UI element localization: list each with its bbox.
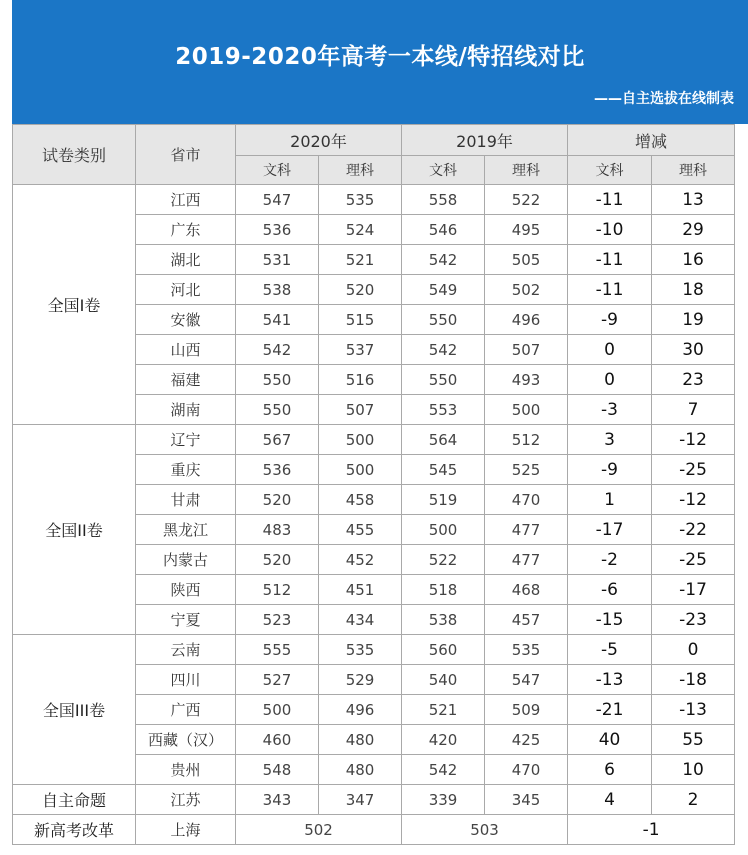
cell-2020-wen: 567 xyxy=(236,425,319,455)
cell-2020-li: 434 xyxy=(319,605,402,635)
province-cell: 云南 xyxy=(136,635,236,665)
table-row xyxy=(13,425,735,455)
cell-2020-wen: 555 xyxy=(236,635,319,665)
cell-2020-wen: 547 xyxy=(236,185,319,215)
cell-2019-wen: 500 xyxy=(402,515,485,545)
cell-2019-li: 457 xyxy=(485,605,568,635)
cell-2019-wen: 521 xyxy=(402,695,485,725)
cell-2020-wen: 550 xyxy=(236,365,319,395)
cell-2020-wen: 520 xyxy=(236,485,319,515)
cell-2019-wen: 545 xyxy=(402,455,485,485)
cell-2019-wen: 519 xyxy=(402,485,485,515)
cell-2020-li: 524 xyxy=(319,215,402,245)
province-cell: 贵州 xyxy=(136,755,236,785)
header-row-1 xyxy=(13,125,735,156)
cell-change-li: -12 xyxy=(652,425,735,455)
cell-2020-wen: 531 xyxy=(236,245,319,275)
cell-2020-li: 535 xyxy=(319,635,402,665)
cell-2020-li: 515 xyxy=(319,305,402,335)
cell-2020-wen: 538 xyxy=(236,275,319,305)
cell-change-wen: -17 xyxy=(568,515,652,545)
province-cell: 湖南 xyxy=(136,395,236,425)
cell-2019-li: 477 xyxy=(485,515,568,545)
cell-change-wen: -13 xyxy=(568,665,652,695)
cell-change-wen: -5 xyxy=(568,635,652,665)
cell-change-wen: -11 xyxy=(568,245,652,275)
header-category: 试卷类别 xyxy=(13,125,136,185)
cell-2019-li: 507 xyxy=(485,335,568,365)
cell-change-wen: -11 xyxy=(568,185,652,215)
cell-change-wen: -9 xyxy=(568,455,652,485)
province-cell: 四川 xyxy=(136,665,236,695)
cell-change-li: -13 xyxy=(652,695,735,725)
cell-2019-wen: 549 xyxy=(402,275,485,305)
cell-change-li: 10 xyxy=(652,755,735,785)
cell-2019-wen: 542 xyxy=(402,755,485,785)
cell-2019-li: 477 xyxy=(485,545,568,575)
table-row-reform xyxy=(13,815,735,845)
cell-change-li: 18 xyxy=(652,275,735,305)
cell-2020-li: 452 xyxy=(319,545,402,575)
header-wen: 文科 xyxy=(402,156,485,185)
province-cell: 重庆 xyxy=(136,455,236,485)
cell-change-li: -25 xyxy=(652,545,735,575)
cell-change-wen: 1 xyxy=(568,485,652,515)
cell-change-li: 19 xyxy=(652,305,735,335)
cell-2020-wen: 541 xyxy=(236,305,319,335)
cell-2019-li: 509 xyxy=(485,695,568,725)
cell-2019-wen: 540 xyxy=(402,665,485,695)
province-cell: 广东 xyxy=(136,215,236,245)
table-body xyxy=(13,185,735,845)
cell-2020-wen: 548 xyxy=(236,755,319,785)
header-wen: 文科 xyxy=(236,156,319,185)
cell-2020-wen: 343 xyxy=(236,785,319,815)
cell-2020-li: 521 xyxy=(319,245,402,275)
cell-change-li: 0 xyxy=(652,635,735,665)
cell-change-wen: -11 xyxy=(568,275,652,305)
cell-2020-wen: 460 xyxy=(236,725,319,755)
cell-2019-wen: 339 xyxy=(402,785,485,815)
cell-2019-li: 345 xyxy=(485,785,568,815)
cell-2020-li: 496 xyxy=(319,695,402,725)
cell-2020-merged: 502 xyxy=(236,815,402,845)
cell-2020-wen: 500 xyxy=(236,695,319,725)
cell-2019-li: 425 xyxy=(485,725,568,755)
cell-change-li: -23 xyxy=(652,605,735,635)
cell-2019-wen: 550 xyxy=(402,305,485,335)
cell-2020-wen: 550 xyxy=(236,395,319,425)
cell-2020-li: 516 xyxy=(319,365,402,395)
cell-change-li: 7 xyxy=(652,395,735,425)
province-cell: 安徽 xyxy=(136,305,236,335)
cell-change-li: 29 xyxy=(652,215,735,245)
category-cell: 全国I卷 xyxy=(13,185,136,425)
category-cell: 全国III卷 xyxy=(13,635,136,785)
cell-change-wen: 40 xyxy=(568,725,652,755)
cell-change-wen: -15 xyxy=(568,605,652,635)
cell-change-wen: 3 xyxy=(568,425,652,455)
cell-2020-li: 529 xyxy=(319,665,402,695)
province-cell: 甘肃 xyxy=(136,485,236,515)
cell-2019-merged: 503 xyxy=(402,815,568,845)
cell-2020-li: 520 xyxy=(319,275,402,305)
cell-2019-li: 535 xyxy=(485,635,568,665)
category-cell: 自主命题 xyxy=(13,785,136,815)
cell-2020-wen: 483 xyxy=(236,515,319,545)
cell-2020-li: 500 xyxy=(319,455,402,485)
cell-2020-li: 455 xyxy=(319,515,402,545)
cell-change-wen: -9 xyxy=(568,305,652,335)
cell-change-wen: -2 xyxy=(568,545,652,575)
cell-2019-li: 547 xyxy=(485,665,568,695)
cell-change-wen: 0 xyxy=(568,365,652,395)
cell-change-wen: 6 xyxy=(568,755,652,785)
header-li: 理科 xyxy=(319,156,402,185)
cell-change-li: -17 xyxy=(652,575,735,605)
province-cell: 广西 xyxy=(136,695,236,725)
cell-change-li: -25 xyxy=(652,455,735,485)
cell-change-merged: -1 xyxy=(568,815,735,845)
header-2019: 2019年 xyxy=(402,125,568,156)
province-cell: 福建 xyxy=(136,365,236,395)
cell-change-li: 30 xyxy=(652,335,735,365)
cell-2019-wen: 550 xyxy=(402,365,485,395)
cell-2019-wen: 542 xyxy=(402,245,485,275)
cell-2020-li: 480 xyxy=(319,725,402,755)
cell-change-wen: 0 xyxy=(568,335,652,365)
header-li: 理科 xyxy=(652,156,735,185)
cell-2019-wen: 518 xyxy=(402,575,485,605)
province-cell: 山西 xyxy=(136,335,236,365)
province-cell: 湖北 xyxy=(136,245,236,275)
cell-2020-li: 480 xyxy=(319,755,402,785)
cell-change-li: 55 xyxy=(652,725,735,755)
cell-change-li: -22 xyxy=(652,515,735,545)
header-2020: 2020年 xyxy=(236,125,402,156)
cell-2020-wen: 536 xyxy=(236,455,319,485)
cell-2019-li: 470 xyxy=(485,485,568,515)
cell-2020-li: 458 xyxy=(319,485,402,515)
score-table xyxy=(12,124,735,845)
cell-2019-wen: 560 xyxy=(402,635,485,665)
cell-change-wen: -3 xyxy=(568,395,652,425)
cell-2019-wen: 542 xyxy=(402,335,485,365)
header-province: 省市 xyxy=(136,125,236,185)
header-change: 增减 xyxy=(568,125,735,156)
cell-2020-wen: 523 xyxy=(236,605,319,635)
cell-2019-wen: 522 xyxy=(402,545,485,575)
cell-change-li: 23 xyxy=(652,365,735,395)
province-cell: 河北 xyxy=(136,275,236,305)
cell-change-li: -12 xyxy=(652,485,735,515)
cell-change-li: -18 xyxy=(652,665,735,695)
province-cell: 宁夏 xyxy=(136,605,236,635)
cell-change-wen: -10 xyxy=(568,215,652,245)
page xyxy=(12,0,748,845)
cell-2020-li: 451 xyxy=(319,575,402,605)
cell-2019-wen: 538 xyxy=(402,605,485,635)
title-banner xyxy=(12,0,748,124)
cell-change-li: 13 xyxy=(652,185,735,215)
province-cell: 陕西 xyxy=(136,575,236,605)
cell-2019-wen: 420 xyxy=(402,725,485,755)
province-cell: 辽宁 xyxy=(136,425,236,455)
cell-change-li: 16 xyxy=(652,245,735,275)
cell-2019-li: 525 xyxy=(485,455,568,485)
header-li: 理科 xyxy=(485,156,568,185)
cell-2019-li: 502 xyxy=(485,275,568,305)
cell-2020-wen: 512 xyxy=(236,575,319,605)
cell-2019-wen: 564 xyxy=(402,425,485,455)
cell-2019-li: 470 xyxy=(485,755,568,785)
cell-change-wen: -21 xyxy=(568,695,652,725)
cell-2019-li: 522 xyxy=(485,185,568,215)
cell-2019-li: 496 xyxy=(485,305,568,335)
cell-2020-li: 535 xyxy=(319,185,402,215)
cell-2020-li: 347 xyxy=(319,785,402,815)
cell-2019-li: 500 xyxy=(485,395,568,425)
category-cell: 全国II卷 xyxy=(13,425,136,635)
cell-2020-wen: 520 xyxy=(236,545,319,575)
cell-2020-wen: 542 xyxy=(236,335,319,365)
cell-change-wen: -6 xyxy=(568,575,652,605)
province-cell: 黑龙江 xyxy=(136,515,236,545)
credit-line: ——自主选拔在线制表 xyxy=(594,91,734,107)
header-wen: 文科 xyxy=(568,156,652,185)
page-title: 2019-2020年高考一本线/特招线对比 xyxy=(175,44,585,70)
province-cell: 江西 xyxy=(136,185,236,215)
cell-change-wen: 4 xyxy=(568,785,652,815)
cell-2020-li: 537 xyxy=(319,335,402,365)
table-row xyxy=(13,635,735,665)
cell-change-li: 2 xyxy=(652,785,735,815)
cell-2020-wen: 527 xyxy=(236,665,319,695)
cell-2019-li: 468 xyxy=(485,575,568,605)
province-cell: 内蒙古 xyxy=(136,545,236,575)
cell-2020-wen: 536 xyxy=(236,215,319,245)
cell-2019-wen: 553 xyxy=(402,395,485,425)
cell-2019-li: 505 xyxy=(485,245,568,275)
province-cell: 江苏 xyxy=(136,785,236,815)
cell-2020-li: 507 xyxy=(319,395,402,425)
category-cell: 新高考改革 xyxy=(13,815,136,845)
cell-2020-li: 500 xyxy=(319,425,402,455)
province-cell: 上海 xyxy=(136,815,236,845)
cell-2019-li: 493 xyxy=(485,365,568,395)
table-row xyxy=(13,185,735,215)
cell-2019-wen: 558 xyxy=(402,185,485,215)
province-cell: 西藏（汉） xyxy=(136,725,236,755)
cell-2019-li: 512 xyxy=(485,425,568,455)
cell-2019-li: 495 xyxy=(485,215,568,245)
table-row xyxy=(13,785,735,815)
cell-2019-wen: 546 xyxy=(402,215,485,245)
